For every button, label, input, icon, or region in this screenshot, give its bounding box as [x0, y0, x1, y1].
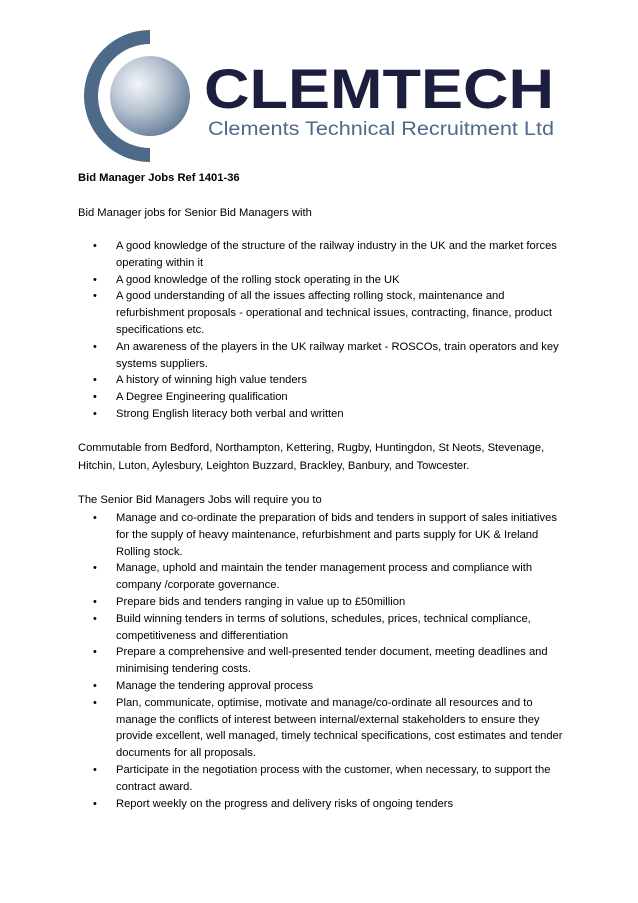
duty-item-line: company /corporate governance. — [116, 579, 280, 592]
duty-item-line: contract award. — [116, 780, 193, 793]
intro-text: Bid Manager jobs for Senior Bid Managers with — [78, 207, 312, 219]
duty-item-line: minimising tendering costs. — [116, 663, 251, 676]
duty-item-line: Manage and co-ordinate the preparation of bids and tenders in support of sales initiatives — [116, 512, 557, 524]
duty-item — [78, 678, 558, 695]
locations-paragraph — [78, 439, 558, 475]
requirement-item-line: specifications etc. — [116, 323, 205, 336]
duties-intro: The Senior Bid Managers Jobs will require you to — [78, 494, 322, 506]
requirement-item — [78, 272, 558, 289]
duty-item-line: competitiveness and differentiation — [116, 629, 289, 642]
bullet-icon: • — [93, 612, 97, 625]
clemtech-logo-graphic — [78, 22, 562, 170]
duty-item — [78, 560, 558, 594]
duty-item — [78, 796, 558, 813]
bullet-icon: • — [93, 562, 97, 575]
bullet-icon: • — [93, 763, 97, 776]
requirement-item — [78, 406, 558, 423]
requirement-item — [78, 288, 558, 338]
bullet-icon: • — [93, 290, 97, 303]
job-title: Bid Manager Jobs Ref 1401-36 — [78, 172, 240, 184]
duty-item-line: documents for all proposals. — [116, 747, 256, 760]
requirement-item-line: A good knowledge of the structure of the railway industry in the UK and the market forces — [116, 240, 557, 252]
duty-item-line: manage the conflicts of interest between internal/external stakeholders to ensure they — [116, 713, 540, 726]
requirement-item-line: systems suppliers. — [116, 357, 209, 370]
duty-item — [78, 762, 558, 796]
duty-item-line: Rolling stock. — [116, 545, 183, 558]
bullet-icon: • — [93, 340, 97, 353]
requirement-item-line: A good knowledge of the rolling stock operating in the UK — [116, 273, 400, 286]
requirement-item — [78, 372, 558, 389]
bullet-icon: • — [93, 646, 97, 659]
bullet-icon: • — [93, 374, 97, 387]
requirement-item-line: operating within it — [116, 256, 204, 269]
bullet-icon: • — [93, 273, 97, 286]
duty-item — [78, 594, 558, 611]
duty-item-line: for the supply of heavy maintenance, refurbishment and parts supply for UK & Ireland — [116, 528, 539, 541]
locations-line: Hitchin, Luton, Aylesbury, Leighton Buzzard, Brackley, Banbury, and Towcester. — [78, 460, 470, 472]
duty-item — [78, 695, 563, 762]
company-logo — [78, 22, 562, 170]
requirement-item — [78, 389, 558, 406]
duty-item-line: Build winning tenders in terms of solutions, schedules, prices, technical compliance, — [116, 612, 531, 625]
bullet-icon: • — [93, 240, 97, 252]
bullet-icon: • — [93, 696, 97, 709]
requirements-list — [78, 238, 558, 423]
requirement-item-line: An awareness of the players in the UK railway market - ROSCOs, train operators and key — [116, 340, 559, 353]
bullet-icon: • — [93, 391, 97, 404]
locations-line: Commutable from Bedford, Northampton, Kettering, Rugby, Huntingdon, St Neots, Stevenage, — [78, 442, 545, 454]
bullet-icon: • — [93, 679, 97, 692]
logo-tagline-text: Clements Technical Recruitment Ltd — [208, 119, 554, 140]
duty-item-line: provide excellent, well managed, timely technical specifications, cost estimates and tender — [116, 730, 563, 743]
requirement-item — [78, 339, 558, 373]
bullet-icon: • — [93, 595, 97, 608]
duty-item — [78, 611, 558, 645]
logo-sphere-icon — [110, 56, 190, 136]
requirement-item-line: A Degree Engineering qualification — [116, 391, 288, 404]
requirement-item-line: A history of winning high value tenders — [116, 374, 307, 387]
duty-item-line: Participate in the negotiation process with the customer, when necessary, to support the — [116, 763, 551, 776]
duty-item — [78, 644, 558, 678]
bullet-icon: • — [93, 797, 97, 810]
duty-item-line: Prepare a comprehensive and well-presented tender document, meeting deadlines and — [116, 646, 548, 659]
duty-item-line: Plan, communicate, optimise, motivate and manage/co-ordinate all resources and to — [116, 696, 533, 709]
duty-item-line: Manage the tendering approval process — [116, 679, 314, 692]
duties-list — [78, 510, 563, 812]
duty-item — [78, 510, 558, 560]
requirement-item — [78, 238, 558, 272]
duty-item-line: Report weekly on the progress and delivery risks of ongoing tenders — [116, 797, 454, 810]
bullet-icon: • — [93, 512, 97, 524]
requirement-item-line: Strong English literacy both verbal and written — [116, 407, 344, 420]
bullet-icon: • — [93, 407, 97, 420]
logo-brand-text: CLEMTECH — [204, 57, 554, 120]
requirement-item-line: A good understanding of all the issues affecting rolling stock, maintenance and — [116, 290, 505, 303]
requirement-item-line: refurbishment proposals - operational and technical issues, contracting, finance, product — [116, 307, 552, 320]
duty-item-line: Prepare bids and tenders ranging in value up to £50million — [116, 595, 406, 608]
duty-item-line: Manage, uphold and maintain the tender management process and compliance with — [116, 562, 533, 575]
